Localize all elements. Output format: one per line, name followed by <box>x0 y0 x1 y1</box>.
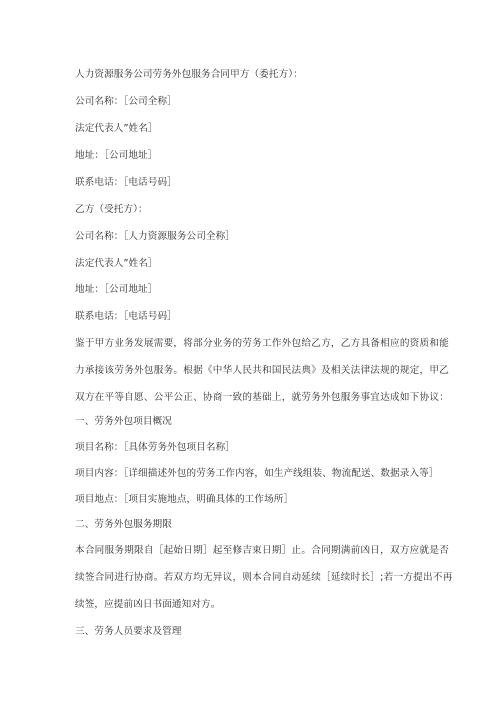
party-a-company-name: 公司名称：［公司全称］ <box>75 96 177 107</box>
term-line-3: 续签，应提前凶日书面通知对方。 <box>75 599 221 610</box>
project-name: 项目名称：［具体劳务外包项目名称］ <box>75 442 235 453</box>
party-a-address: 地址：［公司地址］ <box>75 150 158 161</box>
section-3-heading: 三、劳务人员要求及管理 <box>75 626 182 637</box>
project-content: 项目内容：［详细描述外包的劳务工作内容，如生产线组装、物流配送、数据录入等］ <box>75 468 439 479</box>
preamble-line-3: 双方在平等自愿、公平公正、协商一致的基础上，就劳务外包服务事宜达成如下协议： <box>75 392 450 403</box>
party-b-heading: 乙方（受托方）： <box>75 204 148 215</box>
section-1-heading: 一、劳务外包项目概况 <box>75 416 172 427</box>
project-location: 项目地点：［项目实施地点，明确具体的工作场所］ <box>75 494 294 505</box>
party-b-company-name: 公司名称：［人力资源服务公司全称］ <box>75 231 235 242</box>
party-b-phone: 联系电话：［电话号码］ <box>75 311 177 322</box>
term-line-1: 本合同服务期限自［起始日期］起至修吉束日期］止。合同期满前凶日，双方应就是否 <box>75 545 450 556</box>
preamble-line-1: 鉴于甲方业务发展需要，将部分业务的劳务工作外包给乙方，乙方具备相应的资质和能 <box>75 338 450 349</box>
party-b-address: 地址：［公司地址］ <box>75 284 158 295</box>
party-b-legal-rep: 法定代表人”姓名］ <box>75 258 158 269</box>
term-line-2: 续签合同进行协商。若双方均无异议，则本合同自动延续［延续时长］;若一方提出不再 <box>75 572 453 583</box>
party-a-phone: 联系电话：［电话号码］ <box>75 177 177 188</box>
contract-title-party-a: 人力资源服务公司劳务外包服务合同甲方（委托方）： <box>75 69 303 80</box>
preamble-line-2: 力承接该劳务外包服务。根据《中华人民共和国民法典》及相关法律法规的规定，甲乙 <box>75 365 450 376</box>
party-a-legal-rep: 法定代表人”姓名］ <box>75 123 158 134</box>
section-2-heading: 二、劳务外包服务期限 <box>75 519 172 530</box>
